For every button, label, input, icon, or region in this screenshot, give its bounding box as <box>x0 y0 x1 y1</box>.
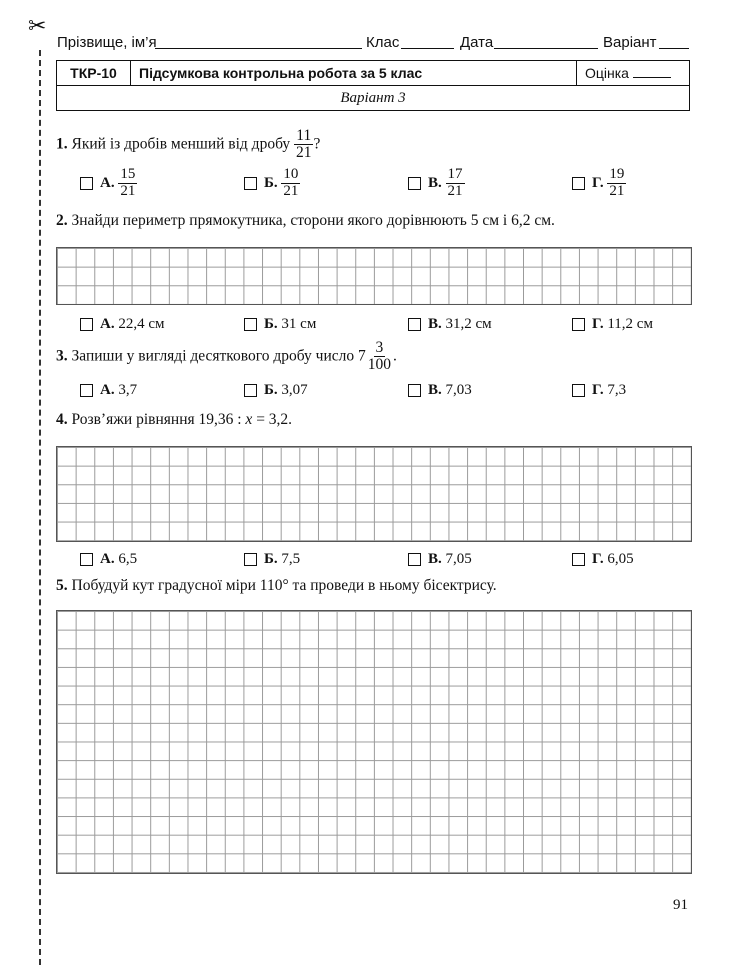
answer-grid-5[interactable] <box>56 610 692 874</box>
answer-grid-2[interactable] <box>56 247 692 305</box>
test-header-table <box>56 60 690 111</box>
checkbox[interactable] <box>244 318 257 331</box>
test-code: ТКР-10 <box>57 61 131 86</box>
checkbox[interactable] <box>408 177 421 190</box>
q3-option-d[interactable]: Г. 7,3 <box>572 382 626 399</box>
page-number: 91 <box>673 897 688 913</box>
checkbox[interactable] <box>244 553 257 566</box>
class-label: Клас <box>366 34 400 51</box>
scissors-icon: ✂ <box>28 14 47 39</box>
q4-option-c[interactable]: В. 7,05 <box>408 551 472 568</box>
question-3-text: Запиши у вигляді десяткового дробу число <box>71 347 355 365</box>
question-5: 5. Побудуй кут градусної міри 110° та проведи в ньому бісектрису. <box>56 577 497 594</box>
q1-option-c[interactable]: В. $\frac{17}{21}$ <box>408 167 465 200</box>
q1-option-d[interactable]: Г. $\frac{19}{21}$ <box>572 167 626 200</box>
checkbox[interactable] <box>80 318 93 331</box>
q1-option-b[interactable]: Б. $\frac{10}{21}$ <box>244 167 300 200</box>
q2-option-d[interactable]: Г. 11,2 см <box>572 316 653 333</box>
checkbox[interactable] <box>572 318 585 331</box>
checkbox[interactable] <box>572 177 585 190</box>
cut-line <box>39 50 41 965</box>
test-title: Підсумкова контрольна робота за 5 клас <box>131 61 577 86</box>
answer-grid-4[interactable] <box>56 446 692 542</box>
question-3: 3. Запиши у вигляді десяткового дробу число 7 $\frac{3}{100}$ . <box>56 339 397 374</box>
question-2: 2. Знайди периметр прямокутника, сторони якого дорівнюють 5 см і 6,2 см. <box>56 212 555 229</box>
checkbox[interactable] <box>408 384 421 397</box>
q3-option-b[interactable]: Б. 3,07 <box>244 382 308 399</box>
variant-field[interactable] <box>659 48 689 49</box>
date-field[interactable] <box>494 48 598 49</box>
question-1: 1. Який із дробів менший від дробу $\frac{11}{21}$ ? <box>56 127 321 162</box>
q2-option-c[interactable]: В. 31,2 см <box>408 316 492 333</box>
grade-cell[interactable] <box>577 61 690 86</box>
checkbox[interactable] <box>408 553 421 566</box>
question-2-text: Знайди периметр прямокутника, сторони якого дорівнюють 5 см і 6,2 см. <box>71 212 555 229</box>
date-label: Дата <box>460 34 494 51</box>
question-5-text: Побудуй кут градусної міри 110° та проведи в ньому бісектрису. <box>71 577 497 594</box>
q3-option-a[interactable]: А. 3,7 <box>80 382 137 399</box>
class-field[interactable] <box>401 48 454 49</box>
name-label: Прізвище, ім’я <box>57 34 157 51</box>
checkbox[interactable] <box>244 384 257 397</box>
q4-option-a[interactable]: А. 6,5 <box>80 551 137 568</box>
q2-option-a[interactable]: А. 22,4 см <box>80 316 165 333</box>
q3-option-c[interactable]: В. 7,03 <box>408 382 472 399</box>
question-3-fraction: $\frac{3}{100}$ <box>367 339 392 374</box>
question-1-text: Який із дробів менший від дробу <box>71 135 291 153</box>
grade-label: Оцінка <box>585 65 629 81</box>
checkbox[interactable] <box>572 384 585 397</box>
q1-option-a[interactable]: А. $\frac{15}{21}$ <box>80 167 137 200</box>
question-1-fraction: $\frac{11}{21}$ <box>296 127 312 162</box>
checkbox[interactable] <box>80 384 93 397</box>
question-1-number: 1. <box>56 135 68 153</box>
checkbox[interactable] <box>80 553 93 566</box>
question-4: 4. Розв’яжи рівняння 19,36 : x = 3,2. <box>56 411 293 428</box>
q2-option-b[interactable]: Б. 31 см <box>244 316 316 333</box>
checkbox[interactable] <box>80 177 93 190</box>
checkbox[interactable] <box>408 318 421 331</box>
variant-label: Варіант <box>603 34 657 51</box>
checkbox[interactable] <box>244 177 257 190</box>
checkbox[interactable] <box>572 553 585 566</box>
q4-option-b[interactable]: Б. 7,5 <box>244 551 300 568</box>
variant-title: Варіант 3 <box>57 86 690 111</box>
name-field[interactable] <box>155 48 362 49</box>
q4-option-d[interactable]: Г. 6,05 <box>572 551 634 568</box>
